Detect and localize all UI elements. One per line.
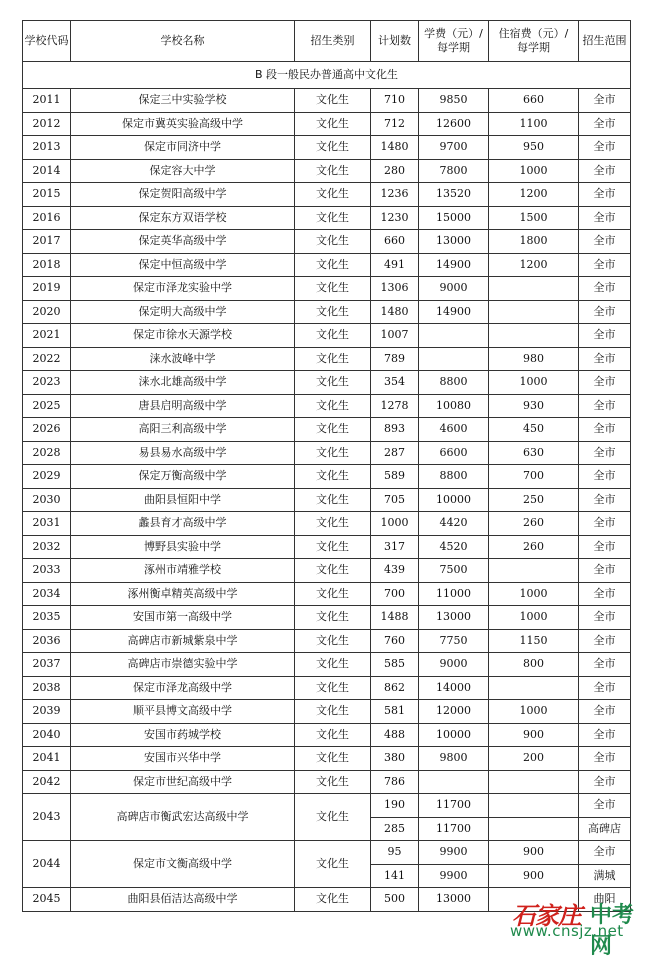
cell-tuition: 8800 [419,465,489,489]
cell-category: 文化生 [295,723,371,747]
cell-name: 曲阳县佰洁达高级中学 [71,888,295,912]
cell-tuition: 10000 [419,723,489,747]
cell-name: 保定东方双语学校 [71,206,295,230]
cell-lodging: 930 [489,394,579,418]
cell-scope: 全市 [579,770,631,794]
table-row [23,559,631,583]
cell-lodging: 1200 [489,183,579,207]
cell-scope: 满城 [579,864,631,888]
cell-scope: 全市 [579,277,631,301]
cell-code: 2026 [23,418,71,442]
table-row [23,324,631,348]
cell-code: 2017 [23,230,71,254]
cell-lodging: 250 [489,488,579,512]
table-row [23,112,631,136]
cell-plan: 280 [371,159,419,183]
cell-category: 文化生 [295,441,371,465]
cell-code: 2014 [23,159,71,183]
cell-plan: 285 [371,817,419,841]
cell-category: 文化生 [295,230,371,254]
cell-name: 保定市徐水天源学校 [71,324,295,348]
cell-name: 保定市泽龙高级中学 [71,676,295,700]
cell-name: 保定明大高级中学 [71,300,295,324]
cell-code: 2038 [23,676,71,700]
cell-code: 2031 [23,512,71,536]
header-plan-count: 计划数 [371,21,419,62]
cell-plan: 95 [371,841,419,865]
header-lodging [489,21,579,62]
table-row [23,770,631,794]
cell-tuition: 10000 [419,488,489,512]
cell-name: 保定万衡高级中学 [71,465,295,489]
table-row [23,206,631,230]
cell-code: 2020 [23,300,71,324]
cell-category: 文化生 [295,700,371,724]
cell-category: 文化生 [295,371,371,395]
cell-category: 文化生 [295,512,371,536]
cell-lodging: 450 [489,418,579,442]
cell-lodging: 950 [489,136,579,160]
cell-scope: 全市 [579,465,631,489]
cell-code: 2035 [23,606,71,630]
header-category: 招生类别 [295,21,371,62]
cell-category: 文化生 [295,300,371,324]
cell-lodging: 900 [489,723,579,747]
cell-tuition: 9900 [419,864,489,888]
cell-name: 易县易水高级中学 [71,441,295,465]
cell-category: 文化生 [295,159,371,183]
cell-tuition: 13000 [419,606,489,630]
cell-scope: 高碑店 [579,817,631,841]
cell-code: 2040 [23,723,71,747]
cell-plan: 1007 [371,324,419,348]
cell-plan: 893 [371,418,419,442]
cell-lodging: 800 [489,653,579,677]
cell-lodging: 900 [489,864,579,888]
cell-plan: 705 [371,488,419,512]
cell-lodging: 1000 [489,582,579,606]
admissions-table [22,20,631,912]
header-scope: 招生范围 [579,21,631,62]
cell-plan: 380 [371,747,419,771]
cell-plan: 789 [371,347,419,371]
cell-name: 保定容大中学 [71,159,295,183]
table-row [23,371,631,395]
cell-scope: 全市 [579,653,631,677]
cell-lodging [489,770,579,794]
cell-name: 唐县启明高级中学 [71,394,295,418]
cell-code: 2015 [23,183,71,207]
cell-category: 文化生 [295,277,371,301]
header-lodging-line2: 每学期 [517,41,550,54]
cell-tuition: 12000 [419,700,489,724]
cell-scope: 全市 [579,159,631,183]
table-row [23,535,631,559]
cell-lodging: 900 [489,841,579,865]
table-row [23,253,631,277]
cell-plan: 700 [371,582,419,606]
cell-code: 2041 [23,747,71,771]
table-row [23,347,631,371]
table-row [23,183,631,207]
cell-category: 文化生 [295,89,371,113]
cell-lodging: 260 [489,512,579,536]
cell-category: 文化生 [295,559,371,583]
cell-tuition: 14900 [419,253,489,277]
cell-code: 2021 [23,324,71,348]
cell-tuition: 9900 [419,841,489,865]
cell-category: 文化生 [295,183,371,207]
cell-code: 2023 [23,371,71,395]
cell-tuition: 6600 [419,441,489,465]
cell-plan: 190 [371,794,419,818]
cell-plan: 660 [371,230,419,254]
watermark-url: www.cnsjz.net [510,922,624,940]
table-row [23,512,631,536]
cell-category: 文化生 [295,418,371,442]
cell-code: 2025 [23,394,71,418]
cell-tuition: 11700 [419,794,489,818]
cell-name: 高阳三利高级中学 [71,418,295,442]
watermark-brand-green: 中考网 [590,903,635,959]
table-row [23,700,631,724]
cell-tuition: 13000 [419,230,489,254]
cell-scope: 全市 [579,183,631,207]
cell-name: 保定市同济中学 [71,136,295,160]
cell-tuition: 7500 [419,559,489,583]
cell-tuition [419,770,489,794]
cell-lodging: 200 [489,747,579,771]
cell-scope: 全市 [579,794,631,818]
cell-name: 顺平县博文高级中学 [71,700,295,724]
cell-plan: 585 [371,653,419,677]
cell-plan: 439 [371,559,419,583]
cell-lodging [489,817,579,841]
cell-scope: 全市 [579,841,631,865]
cell-category: 文化生 [295,841,371,888]
cell-plan: 862 [371,676,419,700]
cell-code: 2033 [23,559,71,583]
cell-lodging [489,888,579,912]
table-row [23,230,631,254]
header-lodging-line1: 住宿费（元）/ [498,27,569,40]
cell-lodging [489,559,579,583]
cell-plan: 491 [371,253,419,277]
cell-name: 博野县实验中学 [71,535,295,559]
table-row [23,465,631,489]
cell-scope: 全市 [579,488,631,512]
cell-plan: 1480 [371,136,419,160]
cell-lodging: 260 [489,535,579,559]
cell-tuition: 9000 [419,277,489,301]
cell-plan: 1306 [371,277,419,301]
cell-lodging [489,277,579,301]
cell-lodging: 660 [489,89,579,113]
cell-lodging: 1800 [489,230,579,254]
cell-name: 涞水北雄高级中学 [71,371,295,395]
cell-category: 文化生 [295,676,371,700]
cell-lodging: 1100 [489,112,579,136]
cell-lodging [489,794,579,818]
cell-name: 涞水波峰中学 [71,347,295,371]
cell-category: 文化生 [295,794,371,841]
cell-plan: 1480 [371,300,419,324]
cell-plan: 1488 [371,606,419,630]
cell-name: 曲阳县恒阳中学 [71,488,295,512]
cell-plan: 712 [371,112,419,136]
cell-lodging [489,324,579,348]
cell-plan: 786 [371,770,419,794]
cell-category: 文化生 [295,112,371,136]
cell-scope: 全市 [579,559,631,583]
table-row [23,582,631,606]
cell-tuition: 15000 [419,206,489,230]
cell-scope: 全市 [579,394,631,418]
table-row [23,676,631,700]
cell-name: 保定市泽龙实验中学 [71,277,295,301]
cell-scope: 全市 [579,747,631,771]
table-row [23,747,631,771]
cell-scope: 全市 [579,676,631,700]
cell-category: 文化生 [295,747,371,771]
cell-category: 文化生 [295,465,371,489]
cell-code: 2030 [23,488,71,512]
cell-code: 2043 [23,794,71,841]
table-row [23,89,631,113]
cell-code: 2045 [23,888,71,912]
cell-tuition: 13520 [419,183,489,207]
cell-name: 安国市第一高级中学 [71,606,295,630]
cell-plan: 141 [371,864,419,888]
cell-tuition: 4520 [419,535,489,559]
cell-code: 2011 [23,89,71,113]
cell-code: 2039 [23,700,71,724]
cell-code: 2022 [23,347,71,371]
header-school-name: 学校名称 [71,21,295,62]
cell-lodging: 1150 [489,629,579,653]
cell-code: 2032 [23,535,71,559]
cell-code: 2036 [23,629,71,653]
cell-scope: 全市 [579,253,631,277]
cell-category: 文化生 [295,347,371,371]
table-row [23,888,631,912]
cell-category: 文化生 [295,394,371,418]
cell-code: 2013 [23,136,71,160]
header-tuition [419,21,489,62]
cell-name: 保定市冀英实验高级中学 [71,112,295,136]
cell-lodging: 1000 [489,700,579,724]
cell-name: 保定英华高级中学 [71,230,295,254]
cell-name: 保定市文衡高级中学 [71,841,295,888]
cell-code: 2034 [23,582,71,606]
cell-name: 保定贺阳高级中学 [71,183,295,207]
cell-tuition: 4420 [419,512,489,536]
cell-lodging: 630 [489,441,579,465]
header-tuition-line2: 每学期 [437,41,470,54]
cell-tuition: 11700 [419,817,489,841]
cell-scope: 全市 [579,230,631,254]
cell-plan: 710 [371,89,419,113]
cell-name: 保定市世纪高级中学 [71,770,295,794]
cell-tuition: 9800 [419,747,489,771]
cell-plan: 760 [371,629,419,653]
cell-scope: 全市 [579,723,631,747]
cell-scope: 全市 [579,418,631,442]
cell-lodging [489,676,579,700]
cell-tuition [419,324,489,348]
cell-name: 保定三中实验学校 [71,89,295,113]
cell-code: 2028 [23,441,71,465]
cell-plan: 1236 [371,183,419,207]
cell-plan: 488 [371,723,419,747]
table-row [23,653,631,677]
cell-tuition: 11000 [419,582,489,606]
cell-scope: 全市 [579,112,631,136]
table-row-split [23,841,631,865]
cell-tuition: 9000 [419,653,489,677]
section-title: B 段一般民办普通高中文化生 [23,62,631,89]
cell-category: 文化生 [295,888,371,912]
table-row-split [23,794,631,818]
cell-lodging: 1200 [489,253,579,277]
cell-code: 2012 [23,112,71,136]
cell-lodging [489,300,579,324]
cell-tuition: 13000 [419,888,489,912]
cell-scope: 全市 [579,441,631,465]
cell-plan: 317 [371,535,419,559]
cell-category: 文化生 [295,535,371,559]
cell-plan: 589 [371,465,419,489]
cell-category: 文化生 [295,582,371,606]
table-row [23,441,631,465]
table-row [23,136,631,160]
cell-category: 文化生 [295,488,371,512]
cell-plan: 1000 [371,512,419,536]
cell-scope: 全市 [579,371,631,395]
table-row [23,723,631,747]
cell-tuition: 8800 [419,371,489,395]
header-row [23,21,631,62]
cell-name: 涿州市靖雅学校 [71,559,295,583]
cell-scope: 全市 [579,582,631,606]
cell-scope: 全市 [579,206,631,230]
cell-code: 2042 [23,770,71,794]
cell-scope: 全市 [579,512,631,536]
cell-scope: 全市 [579,606,631,630]
cell-tuition: 14900 [419,300,489,324]
cell-scope: 全市 [579,535,631,559]
cell-lodging: 700 [489,465,579,489]
cell-name: 安国市药城学校 [71,723,295,747]
cell-tuition: 12600 [419,112,489,136]
cell-scope: 曲阳 [579,888,631,912]
header-tuition-line1: 学费（元）/ [424,27,483,40]
cell-plan: 500 [371,888,419,912]
cell-category: 文化生 [295,253,371,277]
cell-category: 文化生 [295,770,371,794]
cell-scope: 全市 [579,300,631,324]
cell-scope: 全市 [579,136,631,160]
cell-name: 高碑店市衡武宏达高级中学 [71,794,295,841]
cell-tuition: 10080 [419,394,489,418]
cell-name: 高碑店市崇德实验中学 [71,653,295,677]
cell-plan: 581 [371,700,419,724]
cell-tuition: 4600 [419,418,489,442]
cell-category: 文化生 [295,136,371,160]
cell-tuition: 9850 [419,89,489,113]
cell-tuition: 7750 [419,629,489,653]
cell-tuition: 14000 [419,676,489,700]
cell-lodging: 1500 [489,206,579,230]
cell-tuition: 7800 [419,159,489,183]
table-row [23,300,631,324]
cell-name: 涿州衡卓精英高级中学 [71,582,295,606]
cell-scope: 全市 [579,629,631,653]
cell-category: 文化生 [295,324,371,348]
cell-code: 2037 [23,653,71,677]
section-title-row [23,62,631,89]
table-row [23,277,631,301]
cell-plan: 354 [371,371,419,395]
cell-code: 2044 [23,841,71,888]
cell-tuition [419,347,489,371]
cell-lodging: 980 [489,347,579,371]
cell-lodging: 1000 [489,606,579,630]
table-row [23,606,631,630]
cell-name: 保定中恒高级中学 [71,253,295,277]
cell-name: 蠡县育才高级中学 [71,512,295,536]
table-row [23,488,631,512]
cell-category: 文化生 [295,629,371,653]
cell-scope: 全市 [579,347,631,371]
cell-plan: 1230 [371,206,419,230]
cell-lodging: 1000 [489,159,579,183]
cell-scope: 全市 [579,324,631,348]
table-row [23,629,631,653]
cell-category: 文化生 [295,606,371,630]
table-row [23,159,631,183]
watermark-brand-red: 石家庄 [512,901,581,930]
cell-scope: 全市 [579,700,631,724]
cell-plan: 287 [371,441,419,465]
cell-code: 2029 [23,465,71,489]
cell-code: 2019 [23,277,71,301]
table-row [23,394,631,418]
cell-category: 文化生 [295,653,371,677]
cell-plan: 1278 [371,394,419,418]
cell-name: 高碑店市新城紫泉中学 [71,629,295,653]
header-school-code: 学校代码 [23,21,71,62]
cell-tuition: 9700 [419,136,489,160]
cell-name: 安国市兴华中学 [71,747,295,771]
cell-scope: 全市 [579,89,631,113]
table-row [23,418,631,442]
cell-code: 2018 [23,253,71,277]
cell-lodging: 1000 [489,371,579,395]
cell-code: 2016 [23,206,71,230]
cell-category: 文化生 [295,206,371,230]
